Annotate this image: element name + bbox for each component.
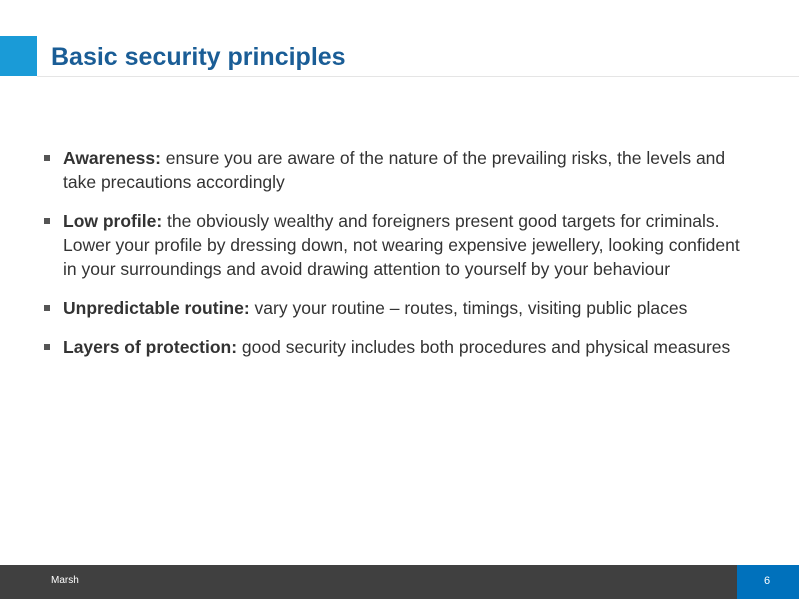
- page-number: 6: [763, 575, 771, 587]
- bullet-text: good security includes both procedures and physical measures: [237, 337, 731, 357]
- bullet-item-layers-of-protection: [44, 335, 744, 359]
- bullet-item-low-profile: [44, 209, 744, 281]
- bullet-item-unpredictable-routine: [44, 296, 744, 320]
- bullet-item-awareness: [44, 146, 744, 194]
- slide-title: Basic security principles: [51, 43, 346, 71]
- title-divider: [37, 76, 799, 77]
- bullet-term: Low profile:: [63, 211, 163, 231]
- bullet-text: ensure you are aware of the nature of the prevailing risks, the levels and take precautions accordingly: [63, 148, 726, 192]
- square-bullet-icon: [44, 344, 50, 350]
- bullet-list: [44, 146, 744, 359]
- bullet-text: vary your routine – routes, timings, visiting public places: [249, 298, 688, 318]
- slide-footer: [0, 565, 799, 599]
- footer-company-label: Marsh: [51, 575, 79, 586]
- square-bullet-icon: [44, 218, 50, 224]
- bullet-term: Unpredictable routine:: [63, 298, 250, 318]
- square-bullet-icon: [44, 155, 50, 161]
- footer-bar: [0, 565, 733, 599]
- page-number-box: [737, 565, 799, 599]
- title-accent-bar: [0, 36, 37, 76]
- bullet-term: Layers of protection:: [63, 337, 238, 357]
- bullet-term: Awareness:: [63, 148, 161, 168]
- square-bullet-icon: [44, 305, 50, 311]
- bullet-text: the obviously wealthy and foreigners present good targets for criminals. Lower your profile by dressing down, not wearing expensive jewellery, looking confident in your surroundings and avoid drawing attention to yourself by your behaviour: [63, 211, 740, 279]
